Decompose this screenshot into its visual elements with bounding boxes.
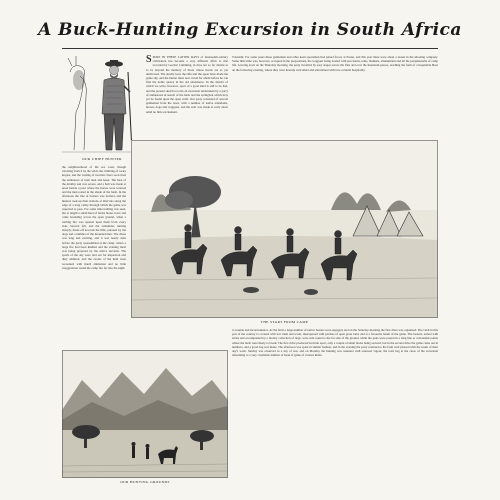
hunting-grounds-illustration xyxy=(62,350,228,478)
chief-hunter-caption: OUR CHIEF HUNTER xyxy=(82,157,122,161)
dropcap-letter: S xyxy=(146,55,152,65)
left-column-bottom-body: the neighbourhood of the sea coast, though traveling from it by the veldt, the climbing of rocky kopjes, and the wading of swollen rivers soon tried the endurance of both man and beast. The heat of the midday sun was severe, and a halt was made at noon beside a pool where the horses were watered and the men rested in the shade of the bush. In the afternoon the line of beaters was formed, and the hunters took up their stations at intervals along the edge of a long valley through which the game was expected to pass. For some time nothing was seen, but at length a small herd of bucks broke cover and came bounding across the open ground, when a rattling fire was opened upon them from every side. Several fell, and the remainder, turning sharply, made off towards the hills, pursued by the dogs and a number of the mounted men. The chase was long and exciting, and it was nearly dark before the party reassembled at the camp, where a large fire had been kindled and the evening meal was being prepared by the native servants. The spoils of the day were laid out for inspection and duly admired, and the events of the hunt were recounted with much animation and no little exaggeration round the camp fire far into the night. xyxy=(62,165,126,270)
camp-start-caption: THE START FROM CAMP xyxy=(260,320,309,324)
title-rule xyxy=(62,48,438,49)
hunting-grounds-caption: OUR HUNTING GROUNDS xyxy=(120,480,170,484)
left-column-top-body: PORT IN THESE LATTER DAYS of nineteenth-century civilisation has become a very different affair to that recorded by Gordon Cumming, in days not so far distant as to be beyond the memory of those whose heads are as yet unsilvered. The deadly lead, the rifle and the spear have made the game shy, and the hunter must now travel far afield before he can find the noble quarry in the old abundance. In the district of which we write, however, sport of a good kind is still to be had, and the present sketch records an excursion undertaken by a party of enthusiasts in search of the buck and the springbok which may yet be found upon the open veldt. Our party consisted of several gentlemen from the town, with a number of native attendants, horses, dogs and waggons, and the start was made at early dawn amid no little excitement. xyxy=(146,55,228,114)
article-title: A Buck-Hunting Excursion in South Africa xyxy=(38,20,462,40)
camp-start-illustration xyxy=(131,140,438,318)
chief-hunter-illustration xyxy=(62,52,142,156)
left-column-bottom-text xyxy=(62,165,126,347)
middle-column-bottom-text xyxy=(232,328,438,498)
middle-column-top-body: Tristrami. For some years these gentlemen and other keen sportsmen had joined forces at Easter, and this year there were about a dozen in the shooting company. Some little time was, however, occupied in the preparations, the waggons being loaded with provisions, tents, blankets, ammunition and all the paraphernalia of camp life. Leaving town on the Thursday morning, the party travelled by easy stages across the flats and over the mountain passes, reaching the farm of a hospitable Boer on the following evening, where they were heartily welcomed and entertained with true colonial hospitality. xyxy=(232,55,438,72)
middle-column-bottom-body: to trouble and inconvenience. At the farm a large number of native beaters were engaged, and on the Saturday morning the first drive was organised. The veldt in this part of the country is covered with low bush and scrub, interspersed with patches of open grass land, and is a favourite haunt of the game. The beaters, armed with sticks and accompanied by a motley collection of dogs, were sent round to the far side of the ground, while the guns were posted in a long line at convenient points where the buck were likely to break. The first drive produced but little sport, only a couple of small bucks being secured, but in the second drive the game came out in numbers, and a good bag was made. The afternoon was spent in similar fashion, and in the evening the party returned to the farm well pleased with the result of their day's work. Sunday was observed as a day of rest, and on Monday the hunting was resumed with renewed vigour, the total bag at the close of the excursion amounting to a very creditable number of head of game of various kinds. xyxy=(232,328,438,358)
middle-column-top-text xyxy=(232,55,438,135)
